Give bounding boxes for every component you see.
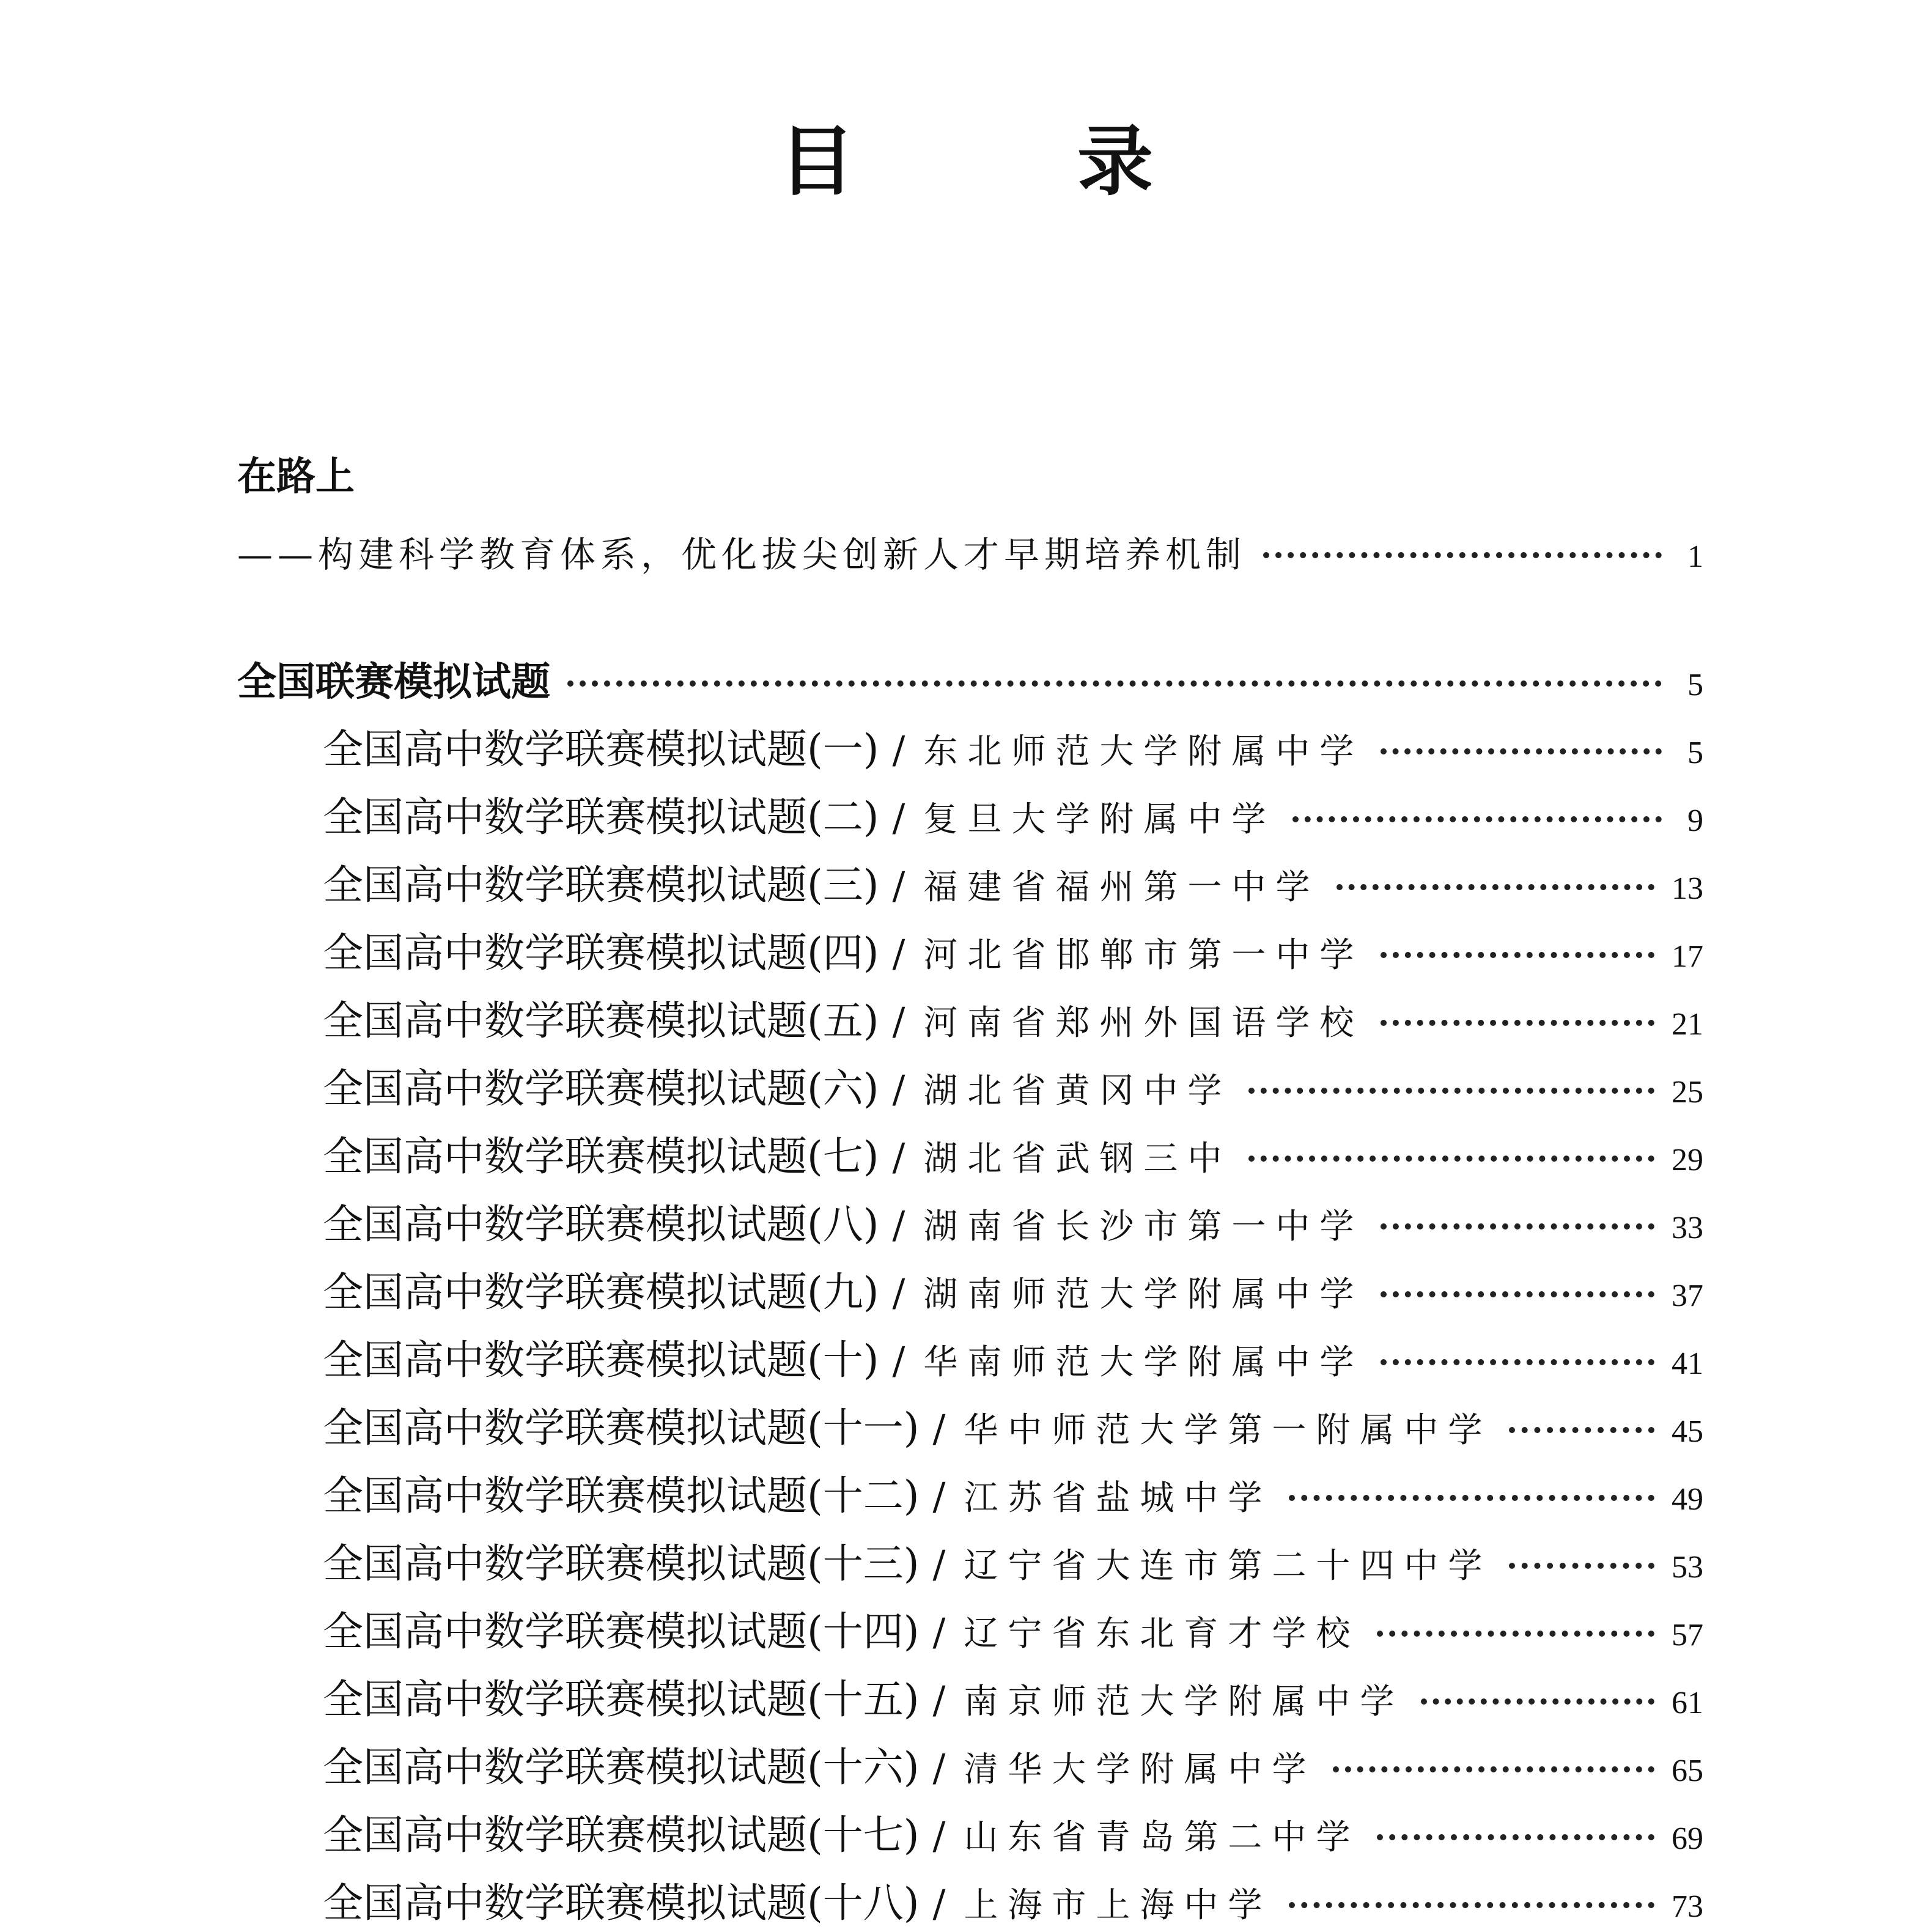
entry-separator: /	[932, 1813, 946, 1858]
entry-school: 河北省邯郸市第一中学	[923, 935, 1364, 975]
page-number: 45	[1672, 1414, 1703, 1449]
entry-title: 全国高中数学联赛模拟试题(九)	[323, 1269, 879, 1316]
entry-title: 全国高中数学联赛模拟试题(三)	[323, 861, 879, 909]
entry-school: 湖南师范大学附属中学	[923, 1275, 1364, 1314]
dot-leader	[1248, 1088, 1654, 1094]
page-number: 1	[1687, 539, 1703, 574]
entry-title: 全国高中数学联赛模拟试题(十二)	[323, 1472, 920, 1519]
page-number: 33	[1672, 1211, 1703, 1245]
page-number: 5	[1687, 736, 1703, 770]
entry-school: 湖北省武钢三中	[923, 1139, 1232, 1179]
toc-entry[interactable]	[323, 1735, 1703, 1793]
entry-title: 全国高中数学联赛模拟试题(十)	[323, 1337, 879, 1384]
entry-separator: /	[892, 1135, 905, 1179]
toc-entry[interactable]	[323, 1124, 1703, 1182]
toc-entry[interactable]	[323, 1463, 1703, 1521]
entry-school: 福建省福州第一中学	[923, 868, 1320, 907]
toc-entry[interactable]	[323, 1192, 1703, 1250]
page-number: 49	[1672, 1482, 1703, 1517]
toc-entry[interactable]	[323, 1667, 1703, 1725]
page-number: 13	[1672, 871, 1703, 906]
section-title: 全国联赛模拟试题	[237, 660, 550, 705]
dot-leader	[1509, 1427, 1654, 1433]
page-number: 65	[1672, 1753, 1703, 1788]
dot-leader	[1292, 816, 1662, 822]
entry-separator: /	[892, 1270, 905, 1315]
entry-school: 清华大学附属中学	[964, 1750, 1316, 1790]
toc-entry[interactable]	[323, 1802, 1703, 1860]
page-number: 29	[1672, 1143, 1703, 1178]
entry-separator: /	[932, 1746, 946, 1790]
dot-leader	[1333, 1766, 1654, 1772]
dot-leader	[1263, 552, 1662, 558]
entry-school: 江苏省盐城中学	[964, 1478, 1272, 1518]
toc-entry[interactable]	[323, 988, 1703, 1046]
entry-school: 湖南省长沙市第一中学	[923, 1207, 1364, 1247]
entry-title: 全国高中数学联赛模拟试题(六)	[323, 1065, 879, 1112]
section-toc-line[interactable]	[237, 651, 1703, 707]
page-number: 73	[1672, 1889, 1703, 1924]
entry-school: 河南省郑州外国语学校	[923, 1003, 1364, 1043]
entry-school: 东北师范大学附属中学	[923, 732, 1364, 772]
entry-separator: /	[932, 1678, 946, 1722]
entry-school: 华中师范大学第一附属中学	[964, 1410, 1492, 1450]
toc-entry[interactable]	[323, 1056, 1703, 1114]
entry-school: 南京师范大学附属中学	[964, 1682, 1404, 1722]
dot-leader	[1377, 1834, 1654, 1840]
page-number: 17	[1672, 939, 1703, 974]
dot-leader	[1509, 1563, 1654, 1569]
entry-title: 全国高中数学联赛模拟试题(五)	[323, 997, 879, 1044]
toc-entry[interactable]	[323, 1259, 1703, 1318]
entry-school: 复旦大学附属中学	[923, 800, 1276, 839]
entry-title: 全国高中数学联赛模拟试题(二)	[323, 794, 879, 841]
entry-school: 华南师范大学附属中学	[923, 1343, 1364, 1382]
entry-title: 全国高中数学联赛模拟试题(十四)	[323, 1608, 920, 1655]
dot-leader	[1377, 1631, 1654, 1637]
entry-separator: /	[892, 795, 905, 840]
entry-separator: /	[892, 999, 905, 1044]
dot-leader	[1337, 884, 1654, 890]
toc-entry[interactable]	[323, 920, 1703, 978]
toc-entry[interactable]	[323, 1327, 1703, 1385]
intro-toc-line[interactable]	[237, 526, 1703, 577]
dot-leader	[1381, 1223, 1654, 1230]
entry-separator: /	[932, 1610, 946, 1654]
toc-entry[interactable]	[323, 717, 1703, 775]
dot-leader	[1289, 1495, 1654, 1501]
page-number: 69	[1672, 1821, 1703, 1856]
entry-separator: /	[932, 1542, 946, 1587]
page-number: 57	[1672, 1618, 1703, 1653]
dot-leader	[1381, 1291, 1654, 1297]
page-number: 25	[1672, 1075, 1703, 1110]
entry-separator: /	[932, 1406, 946, 1451]
entry-title: 全国高中数学联赛模拟试题(七)	[323, 1133, 879, 1180]
entry-title: 全国高中数学联赛模拟试题(八)	[323, 1201, 879, 1248]
toc-entry[interactable]	[323, 852, 1703, 910]
intro-heading: 在路上	[237, 454, 355, 500]
entry-title: 全国高中数学联赛模拟试题(十一)	[323, 1404, 920, 1451]
entry-school: 山东省青岛第二中学	[964, 1818, 1360, 1857]
dot-leader	[1381, 1020, 1654, 1026]
entry-school: 湖北省黄冈中学	[923, 1071, 1232, 1111]
entry-separator: /	[892, 1338, 905, 1383]
entry-title: 全国高中数学联赛模拟试题(十七)	[323, 1812, 920, 1859]
page-number: 9	[1687, 803, 1703, 838]
dot-leader	[1289, 1902, 1654, 1908]
entry-school: 辽宁省大连市第二十四中学	[964, 1546, 1492, 1586]
entry-school: 上海市上海中学	[964, 1886, 1272, 1925]
toc-entry[interactable]	[323, 1599, 1703, 1657]
dot-leader	[1381, 1359, 1654, 1365]
dot-leader	[1381, 748, 1662, 754]
page-number: 5	[1687, 668, 1703, 702]
entry-title: 全国高中数学联赛模拟试题(十三)	[323, 1540, 920, 1587]
toc-entry[interactable]	[323, 784, 1703, 842]
dot-leader	[1248, 1156, 1654, 1162]
entry-separator: /	[892, 931, 905, 976]
entry-separator: /	[892, 728, 905, 772]
page-number: 53	[1672, 1550, 1703, 1585]
intro-subtitle: ——构建科学教育体系，优化拔尖创新人才早期培养机制	[237, 534, 1247, 575]
entry-title: 全国高中数学联赛模拟试题(十五)	[323, 1676, 920, 1723]
entry-separator: /	[892, 863, 905, 908]
entry-title: 全国高中数学联赛模拟试题(十六)	[323, 1744, 920, 1791]
entry-title: 全国高中数学联赛模拟试题(十八)	[323, 1879, 920, 1926]
page-number: 41	[1672, 1346, 1703, 1381]
page-number: 37	[1672, 1278, 1703, 1313]
entry-separator: /	[892, 1203, 905, 1247]
page-number: 61	[1672, 1686, 1703, 1720]
toc-entry[interactable]	[323, 1395, 1703, 1453]
toc-entry[interactable]	[323, 1870, 1703, 1928]
entry-separator: /	[932, 1881, 946, 1926]
dot-leader	[567, 680, 1662, 687]
entry-separator: /	[932, 1474, 946, 1519]
entry-title: 全国高中数学联赛模拟试题(一)	[323, 726, 879, 773]
page-number: 21	[1672, 1007, 1703, 1042]
dot-leader	[1421, 1698, 1654, 1705]
entry-school: 辽宁省东北育才学校	[964, 1614, 1360, 1654]
dot-leader	[1381, 952, 1654, 958]
entry-separator: /	[892, 1067, 905, 1112]
entry-title: 全国高中数学联赛模拟试题(四)	[323, 929, 879, 976]
page-title: 目 录	[778, 117, 1226, 206]
toc-entry[interactable]	[323, 1531, 1703, 1589]
